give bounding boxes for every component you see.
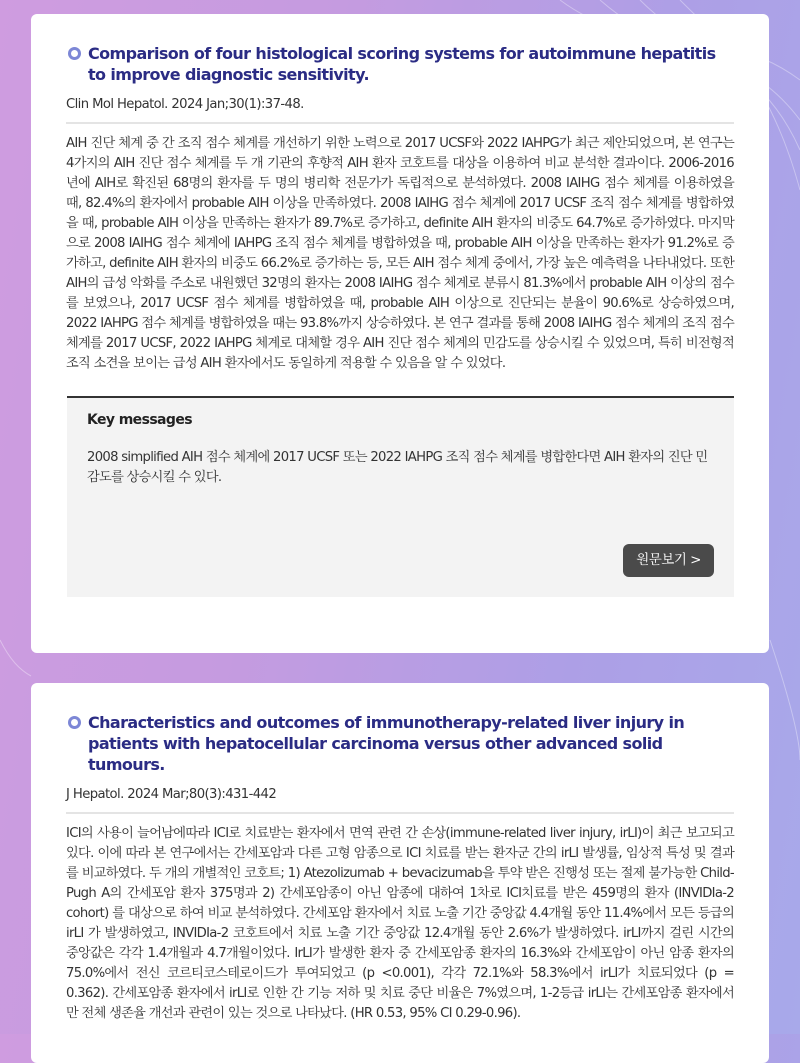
key-messages-title: Key messages (87, 412, 192, 428)
article-card (31, 14, 769, 653)
article-abstract: ICI의 사용이 늘어남에따라 ICI로 치료받는 환자에서 면역 관련 간 손상(immune-related liver injury, irLI)이 최근 보고되고 있다. 이에 따라 본 연구에서는 간세포암과 다른 고형 암종으로 ICI 치료를 받는 환자군 간의 irLI 발생률, 임상적 특성 및 결과를 비교하였다. 두 개의 개별적인 코호트; 1) Atezolizumab + bevacizumab을 투약 받은 진행성 또는 절제 불가능한 Child-Pugh A의 간세포암 환자 375명과 2) 간세포암종이 아닌 암종에 대하여 1차로 ICI치료를 받은 459명의 환자 (INVIDIa-2 cohort) 를 대상으로 하여 비교 분석하였다. 간세포암 환자에서 치료 노출 기간 중앙값 4.4개월 동안 11.4%에서 모든 등급의 irLI 가 발생하였고, INVIDIa-2 코호트에서 치료 노출 기간 중앙값 12.4개월 동안 2.6%가 발생하였다. irLI까지 걸린 시간의 중앙값은 각각 1.4개월과 4.7개월이었다. IrLI가 발생한 환자 중 간세포암종 환자의 16.3%와 간세포암이 아닌 암종 환자의 75.0%에서 전신 코르티코스테로이드가 투여되었고 (p <0.001), 각각 72.1%와 58.3%에서 irLI가 치료되었다 (p = 0.362). 간세포암종 환자에서 irLI로 인한 간 기능 저하 및 치료 중단 비율은 7%였으며, 1-2등급 irLI는 간세포암종 환자에서만 전체 생존율 개선과 관련이 있는 것으로 나타났다. (HR 0.53, 95% CI 0.29-0.96). (66, 826, 734, 1021)
key-messages-text: 2008 simplified AIH 점수 체계에 2017 UCSF 또는 2022 IAHPG 조직 점수 체계를 병합한다면 AIH 환자의 진단 민감도를 상승시킬 수 있다. (87, 450, 708, 485)
view-original-button[interactable]: 원문보기 > (623, 544, 714, 577)
article-card (31, 683, 769, 1063)
article-title-row (66, 712, 734, 775)
article-abstract: AIH 진단 체계 중 간 조직 점수 체계를 개선하기 위한 노력으로 2017 UCSF와 2022 IAHPG가 최근 제안되었으며, 본 연구는 4가지의 AIH 진단 점수 체계를 두 개 기관의 후향적 AIH 환자 코호트를 대상을 이용하여 비교 분석한 결과이다. 2006-2016년에 AIH로 확진된 68명의 환자를 두 명의 병리학 전문가가 독립적으로 분석하였다. 2008 IAIHG 점수 체계를 이용하였을 때, 82.4%의 환자에서 probable AIH 이상을 만족하였다. 2008 IAIHG 점수 체계에 2017 UCSF 조직 점수 체계를 병합하였을 때, probable AIH 이상을 만족하는 환자가 89.7%로 증가하고, definite AIH 환자의 비중도 64.7%로 증가하였다. 마지막으로 2008 IAIHG 점수 체계에 IAHPG 조직 점수 체계를 병합하였을 때, probable AIH 이상을 만족하는 환자가 91.2%로 증가하고, definite AIH 환자의 비중도 66.2%로 증가하는 등, 모든 AIH 점수 체계 중에서, 가장 높은 예측력을 나타내었다. 또한 AIH의 급성 악화를 주소로 내원했던 32명의 환자는 2008 IAIHG 점수 체계로 분류시 81.3%에서 probable AIH 이상의 점수를 보였으나, 2017 UCSF 점수 체계를 병합하였을 때, probable AIH 이상으로 진단되는 분율이 90.6%로 상승하였으며, 2022 IAHPG 점수 체계를 병합하였을 때는 93.8%까지 상승하였다. 본 연구 결과를 통해 2008 IAIHG 점수 체계의 조직 점수 체계를 2017 UCSF, 2022 IAHPG 체계로 대체할 경우 AIH 진단 점수 체계의 민감도를 상승시킬 수 있었으며, 특히 비전형적 조직 소견을 보이는 급성 AIH 환자에서도 동일하게 적용할 수 있음을 알 수 있었다. (66, 136, 734, 371)
key-messages-box (67, 396, 734, 597)
article-title: Characteristics and outcomes of immunotherapy-related liver injury in patients with hepatocellular carcinoma versus other advanced solid tumours. (88, 713, 685, 774)
article-citation: Clin Mol Hepatol. 2024 Jan;30(1):37-48. (66, 97, 734, 124)
article-title-row (66, 43, 734, 85)
article-title: Comparison of four histological scoring systems for autoimmune hepatitis to improve diagnostic sensitivity. (88, 44, 716, 84)
bullet-circle-icon (68, 716, 81, 729)
article-citation: J Hepatol. 2024 Mar;80(3):431-442 (66, 787, 734, 814)
bullet-circle-icon (68, 47, 81, 60)
